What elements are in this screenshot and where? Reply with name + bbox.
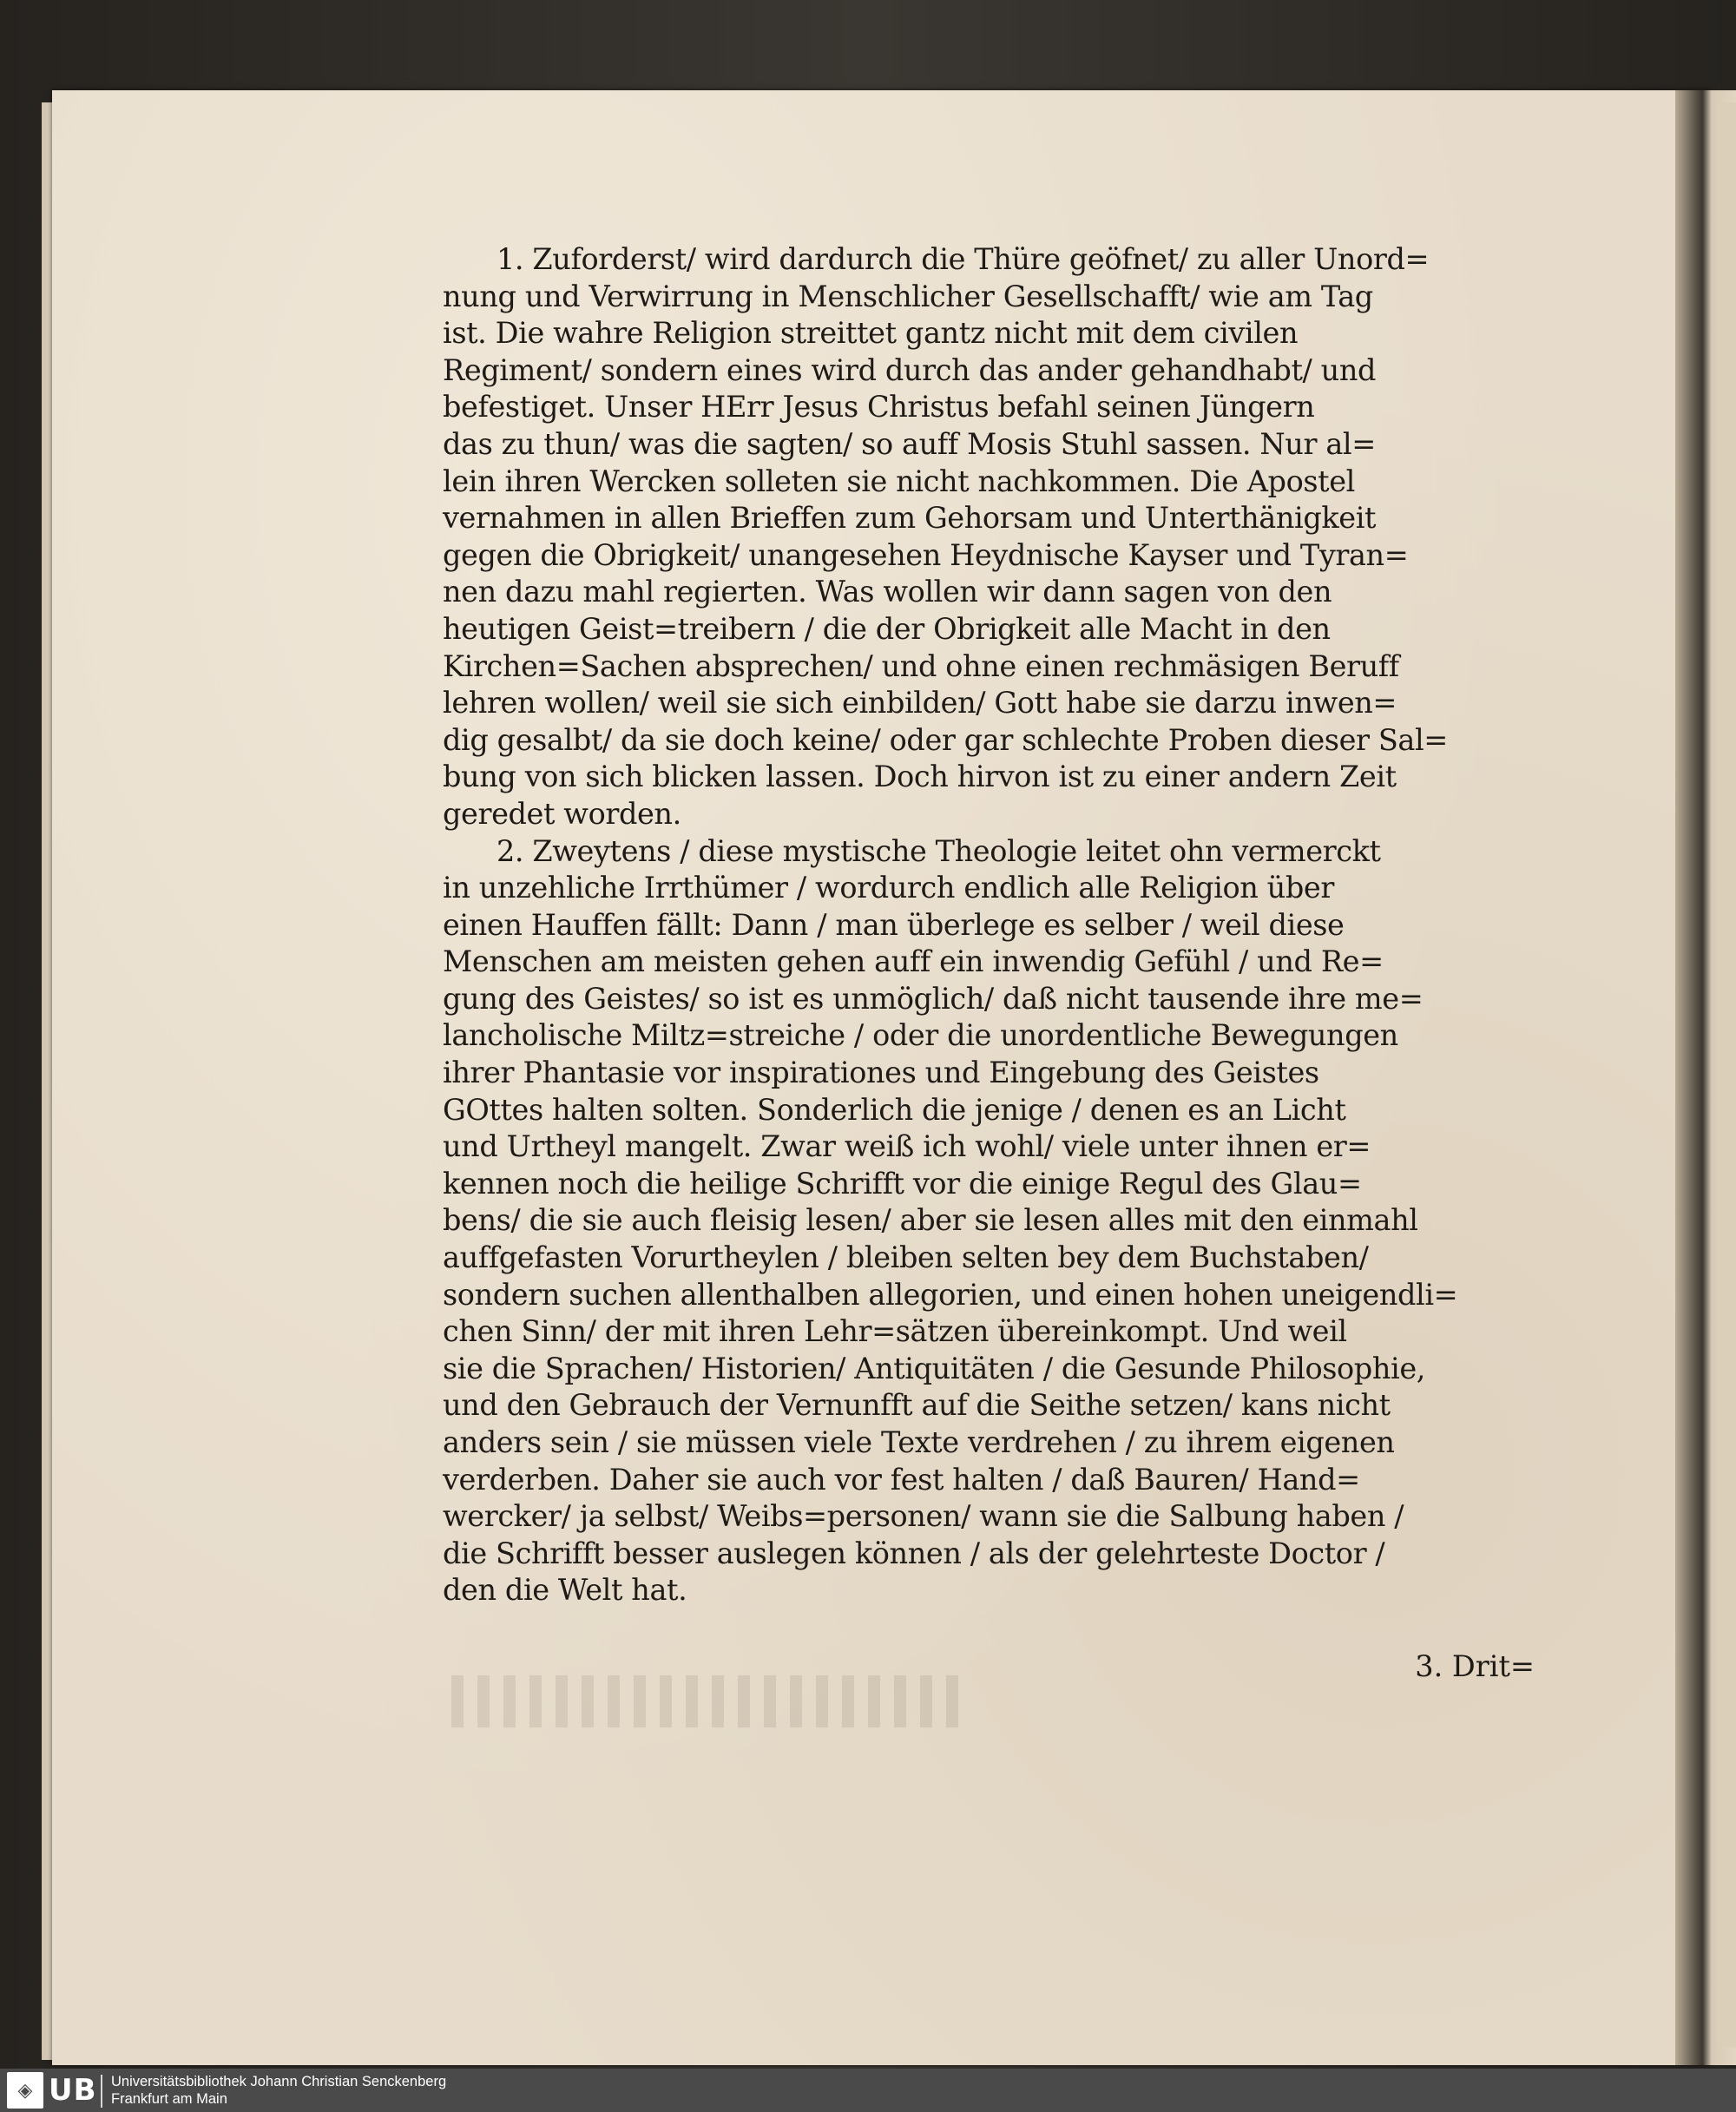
paragraph-1 [443,241,1519,833]
text-line: nen dazu mahl regierten. Was wollen wir dann sagen von den [443,575,1332,609]
text-line: chen Sinn/ der mit ihren Lehr=sätzen übereinkompt. Und weil [443,1314,1347,1349]
paragraph-2 [443,833,1519,1609]
text-line: gung des Geistes/ so ist es unmöglich/ daß nicht tausende ihre me= [443,981,1424,1016]
catchword: 3. Drit= [1415,1649,1535,1683]
text-line: vernahmen in allen Brieffen zum Gehorsam und Unterthänigkeit [443,501,1377,536]
next-page-edge [1717,102,1736,2047]
footer-institution: Universitätsbibliothek Johann Christian Senckenberg [111,2074,447,2089]
footer-credit [111,2073,446,2108]
text-line: sie die Sprachen/ Historien/ Antiquitäten / die Gesunde Philosophie, [443,1351,1426,1385]
text-line: dig gesalbt/ da sie doch keine/ oder gar schlechte Proben dieser Sal= [443,722,1448,757]
text-line: befestiget. Unser HErr Jesus Christus befahl seinen Jüngern [443,390,1315,424]
text-line: wercker/ ja selbst/ Weibs=personen/ wann sie die Salbung haben / [443,1499,1404,1534]
text-line: anders sein / sie müssen viele Texte verdrehen / zu ihrem eigenen [443,1425,1395,1459]
text-line: heutigen Geist=treibern / die der Obrigkeit alle Macht in den [443,611,1331,646]
library-logo[interactable] [7,2072,97,2109]
text-line: das zu thun/ was die sagten/ so auff Mosis Stuhl sassen. Nur al= [443,426,1376,461]
text-line: gegen die Obrigkeit/ unangesehen Heydnische Kayser und Tyran= [443,537,1409,572]
text-line: ist. Die wahre Religion streittet gantz nicht mit dem civilen [443,316,1299,351]
text-line: und Urtheyl mangelt. Zwar weiß ich wohl/ viele unter ihnen er= [443,1129,1371,1164]
text-line: Regiment/ sondern eines wird durch das ander gehandhabt/ und [443,352,1377,387]
logo-text: UB [49,2073,97,2108]
text-line: den die Welt hat. [443,1573,687,1608]
text-line: Kirchen=Sachen absprechen/ und ohne einen rechmäsigen Beruff [443,648,1399,683]
footer-city: Frankfurt am Main [111,2091,227,2107]
text-line: und den Gebrauch der Vernunfft auf die Seithe setzen/ kans nicht [443,1388,1391,1423]
text-line: kennen noch die heilige Schrifft vor die einige Regul des Glau= [443,1166,1362,1201]
text-line: ihrer Phantasie vor inspirationes und Eingebung des Geistes [443,1056,1319,1090]
text-line: in unzehliche Irrthümer / wordurch endlich alle Religion über [443,871,1334,905]
text-line: bens/ die sie auch fleisig lesen/ aber sie lesen alles mit den einmahl [443,1203,1418,1238]
text-line: die Schrifft besser auslegen können / als der gelehrteste Doctor / [443,1536,1385,1570]
text-line: sondern suchen allenthalben allegorien, und einen hohen uneigendli= [443,1277,1458,1312]
text-line: verderben. Daher sie auch vor fest halten / daß Bauren/ Hand= [443,1462,1360,1497]
text-line: GOttes halten solten. Sonderlich die jenige / denen es an Licht [443,1092,1346,1127]
page-text [443,241,1519,1609]
text-line: bung von sich blicken lassen. Doch hirvon ist zu einer andern Zeit [443,760,1397,794]
show-through-bleed [451,1675,972,1727]
text-line: einen Hauffen fällt: Dann / man überlege es selber / weil diese [443,907,1345,942]
footer-separator [101,2075,102,2108]
text-line: geredet worden. [443,796,681,831]
text-line: lancholische Miltz=streiche / oder die unordentliche Bewegungen [443,1018,1398,1053]
text-line: lein ihren Wercken solleten sie nicht nachkommen. Die Apostel [443,464,1355,498]
library-emblem-icon: ◈ [7,2072,43,2109]
text-line: Menschen am meisten gehen auff ein inwendig Gefühl / und Re= [443,944,1384,979]
text-line: lehren wollen/ weil sie sich einbilden/ Gott habe sie darzu inwen= [443,686,1397,720]
text-line: nung und Verwirrung in Menschlicher Gesellschafft/ wie am Tag [443,279,1373,313]
text-line: 2. Zweytens / diese mystische Theologie leitet ohn vermerckt [496,833,1381,868]
text-line: auffgefasten Vorurtheylen / bleiben selten bey dem Buchstaben/ [443,1240,1369,1275]
text-line: 1. Zuforderst/ wird dardurch die Thüre geöfnet/ zu aller Unord= [496,242,1430,276]
